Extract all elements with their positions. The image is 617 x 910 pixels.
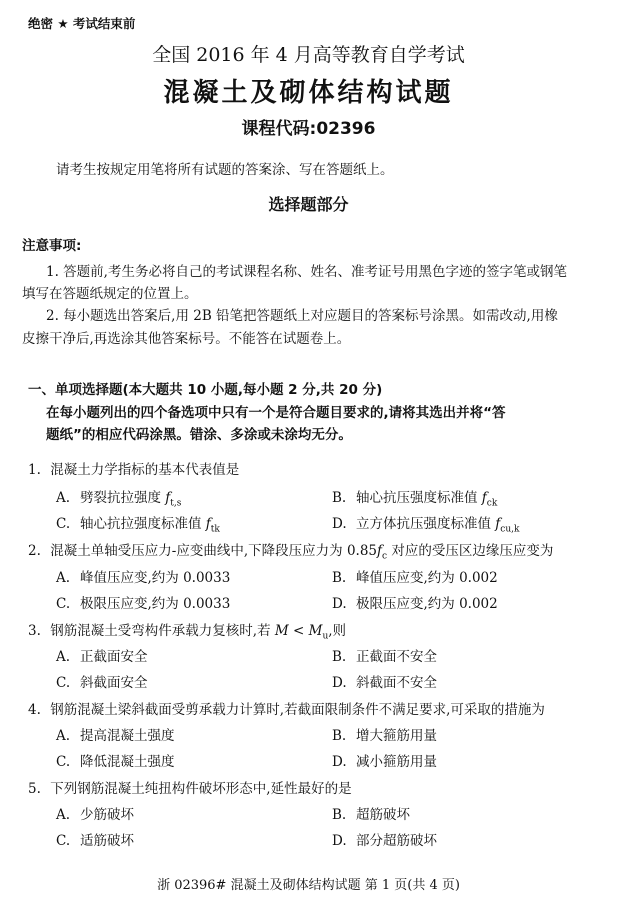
option-c: C. 轴心抗拉强度标准值 $f_{tk}$ <box>56 516 220 535</box>
course-code: 课程代码:02396 <box>241 119 376 139</box>
option-a: A. 峰值压应变,约为 0.0033 <box>56 570 231 586</box>
page-footer: 浙 02396# 混凝土及砌体结构试题 第 1 页(共 4 页) <box>157 878 460 893</box>
question-text: 混凝土力学指标的基本代表值是 <box>50 462 240 478</box>
question-number: 1. <box>28 462 41 478</box>
option-a: A. 少筋破坏 <box>56 807 134 823</box>
option-b: B. 超筋破坏 <box>332 807 410 823</box>
option-d: D. 极限压应变,约为 0.002 <box>332 596 498 612</box>
question-stem <box>28 777 352 797</box>
confidential-label: 绝密 ★ 考试结束前 <box>28 16 136 31</box>
notes-title: 注意事项: <box>22 238 82 254</box>
note-line: 2. 每小题选出答案后,用 2B 铅笔把答题纸上对应题目的答案标号涂黑。如需改动,用橡 <box>46 308 558 324</box>
option-c: C. 极限压应变,约为 0.0033 <box>56 596 231 612</box>
option-a: A. 正截面安全 <box>56 649 148 665</box>
option-b: B. 增大箍筋用量 <box>332 728 437 744</box>
option-d: D. 减小箍筋用量 <box>332 754 437 770</box>
question-text: 钢筋混凝土梁斜截面受剪承载力计算时,若截面限制条件不满足要求,可采取的措施为 <box>50 702 545 718</box>
option-c: C. 斜截面安全 <box>56 675 148 691</box>
question-number: 4. <box>28 702 41 718</box>
option-d: D. 立方体抗压强度标准值 $f_{cu,k}$ <box>332 516 520 535</box>
option-c: C. 适筋破坏 <box>56 833 134 849</box>
option-a: A. 提高混凝土强度 <box>56 728 175 744</box>
question-stem <box>28 698 545 718</box>
note-line: 填写在答题纸规定的位置上。 <box>22 286 198 302</box>
option-c: C. 降低混凝土强度 <box>56 754 175 770</box>
question-number: 5. <box>28 781 41 797</box>
question-stem: 3. 钢筋混凝土受弯构件承载力复核时,若 $M < M_u$,则 <box>28 623 347 642</box>
question-stem <box>28 458 239 478</box>
section-title: 选择题部分 <box>268 195 349 214</box>
option-d: D. 部分超筋破坏 <box>332 833 437 849</box>
option-d: D. 斜截面不安全 <box>332 675 437 691</box>
question-text: 下列钢筋混凝土纯扭构件破坏形态中,延性最好的是 <box>50 781 352 797</box>
question-number: 3. <box>28 623 41 639</box>
page-title: 混凝土及砌体结构试题 <box>163 78 454 108</box>
answer-instruction: 请考生按规定用笔将所有试题的答案涂、写在答题纸上。 <box>56 162 394 178</box>
question-number: 2. <box>28 543 41 559</box>
option-b: B. 峰值压应变,约为 0.002 <box>332 570 498 586</box>
note-line: 1. 答题前,考生务必将自己的考试课程名称、姓名、准考证号用黑色字迹的签字笔或钢笔 <box>46 264 567 280</box>
note-line: 皮擦干净后,再选涂其他答案标号。不能答在试题卷上。 <box>22 331 351 347</box>
exam-name: 全国 2016 年 4 月高等教育自学考试 <box>152 44 465 66</box>
option-b: B. 正截面不安全 <box>332 649 437 665</box>
option-b: B. 轴心抗压强度标准值 $f_{ck}$ <box>332 490 498 509</box>
part-one-heading: 一、单项选择题(本大题共 10 小题,每小题 2 分,共 20 分) <box>28 382 383 398</box>
part-one-description: 在每小题列出的四个备选项中只有一个是符合题目要求的,请将其选出并将“答 <box>46 405 506 421</box>
part-one-description: 题纸”的相应代码涂黑。错涂、多涂或未涂均无分。 <box>46 427 352 443</box>
question-stem: 2. 混凝土单轴受压应力-应变曲线中,下降段压应力为 $0.85f_c$ 对应的受压区边缘压应变为 <box>28 543 554 562</box>
option-a: A. 劈裂抗拉强度 $f_{t,s}$ <box>56 490 182 509</box>
